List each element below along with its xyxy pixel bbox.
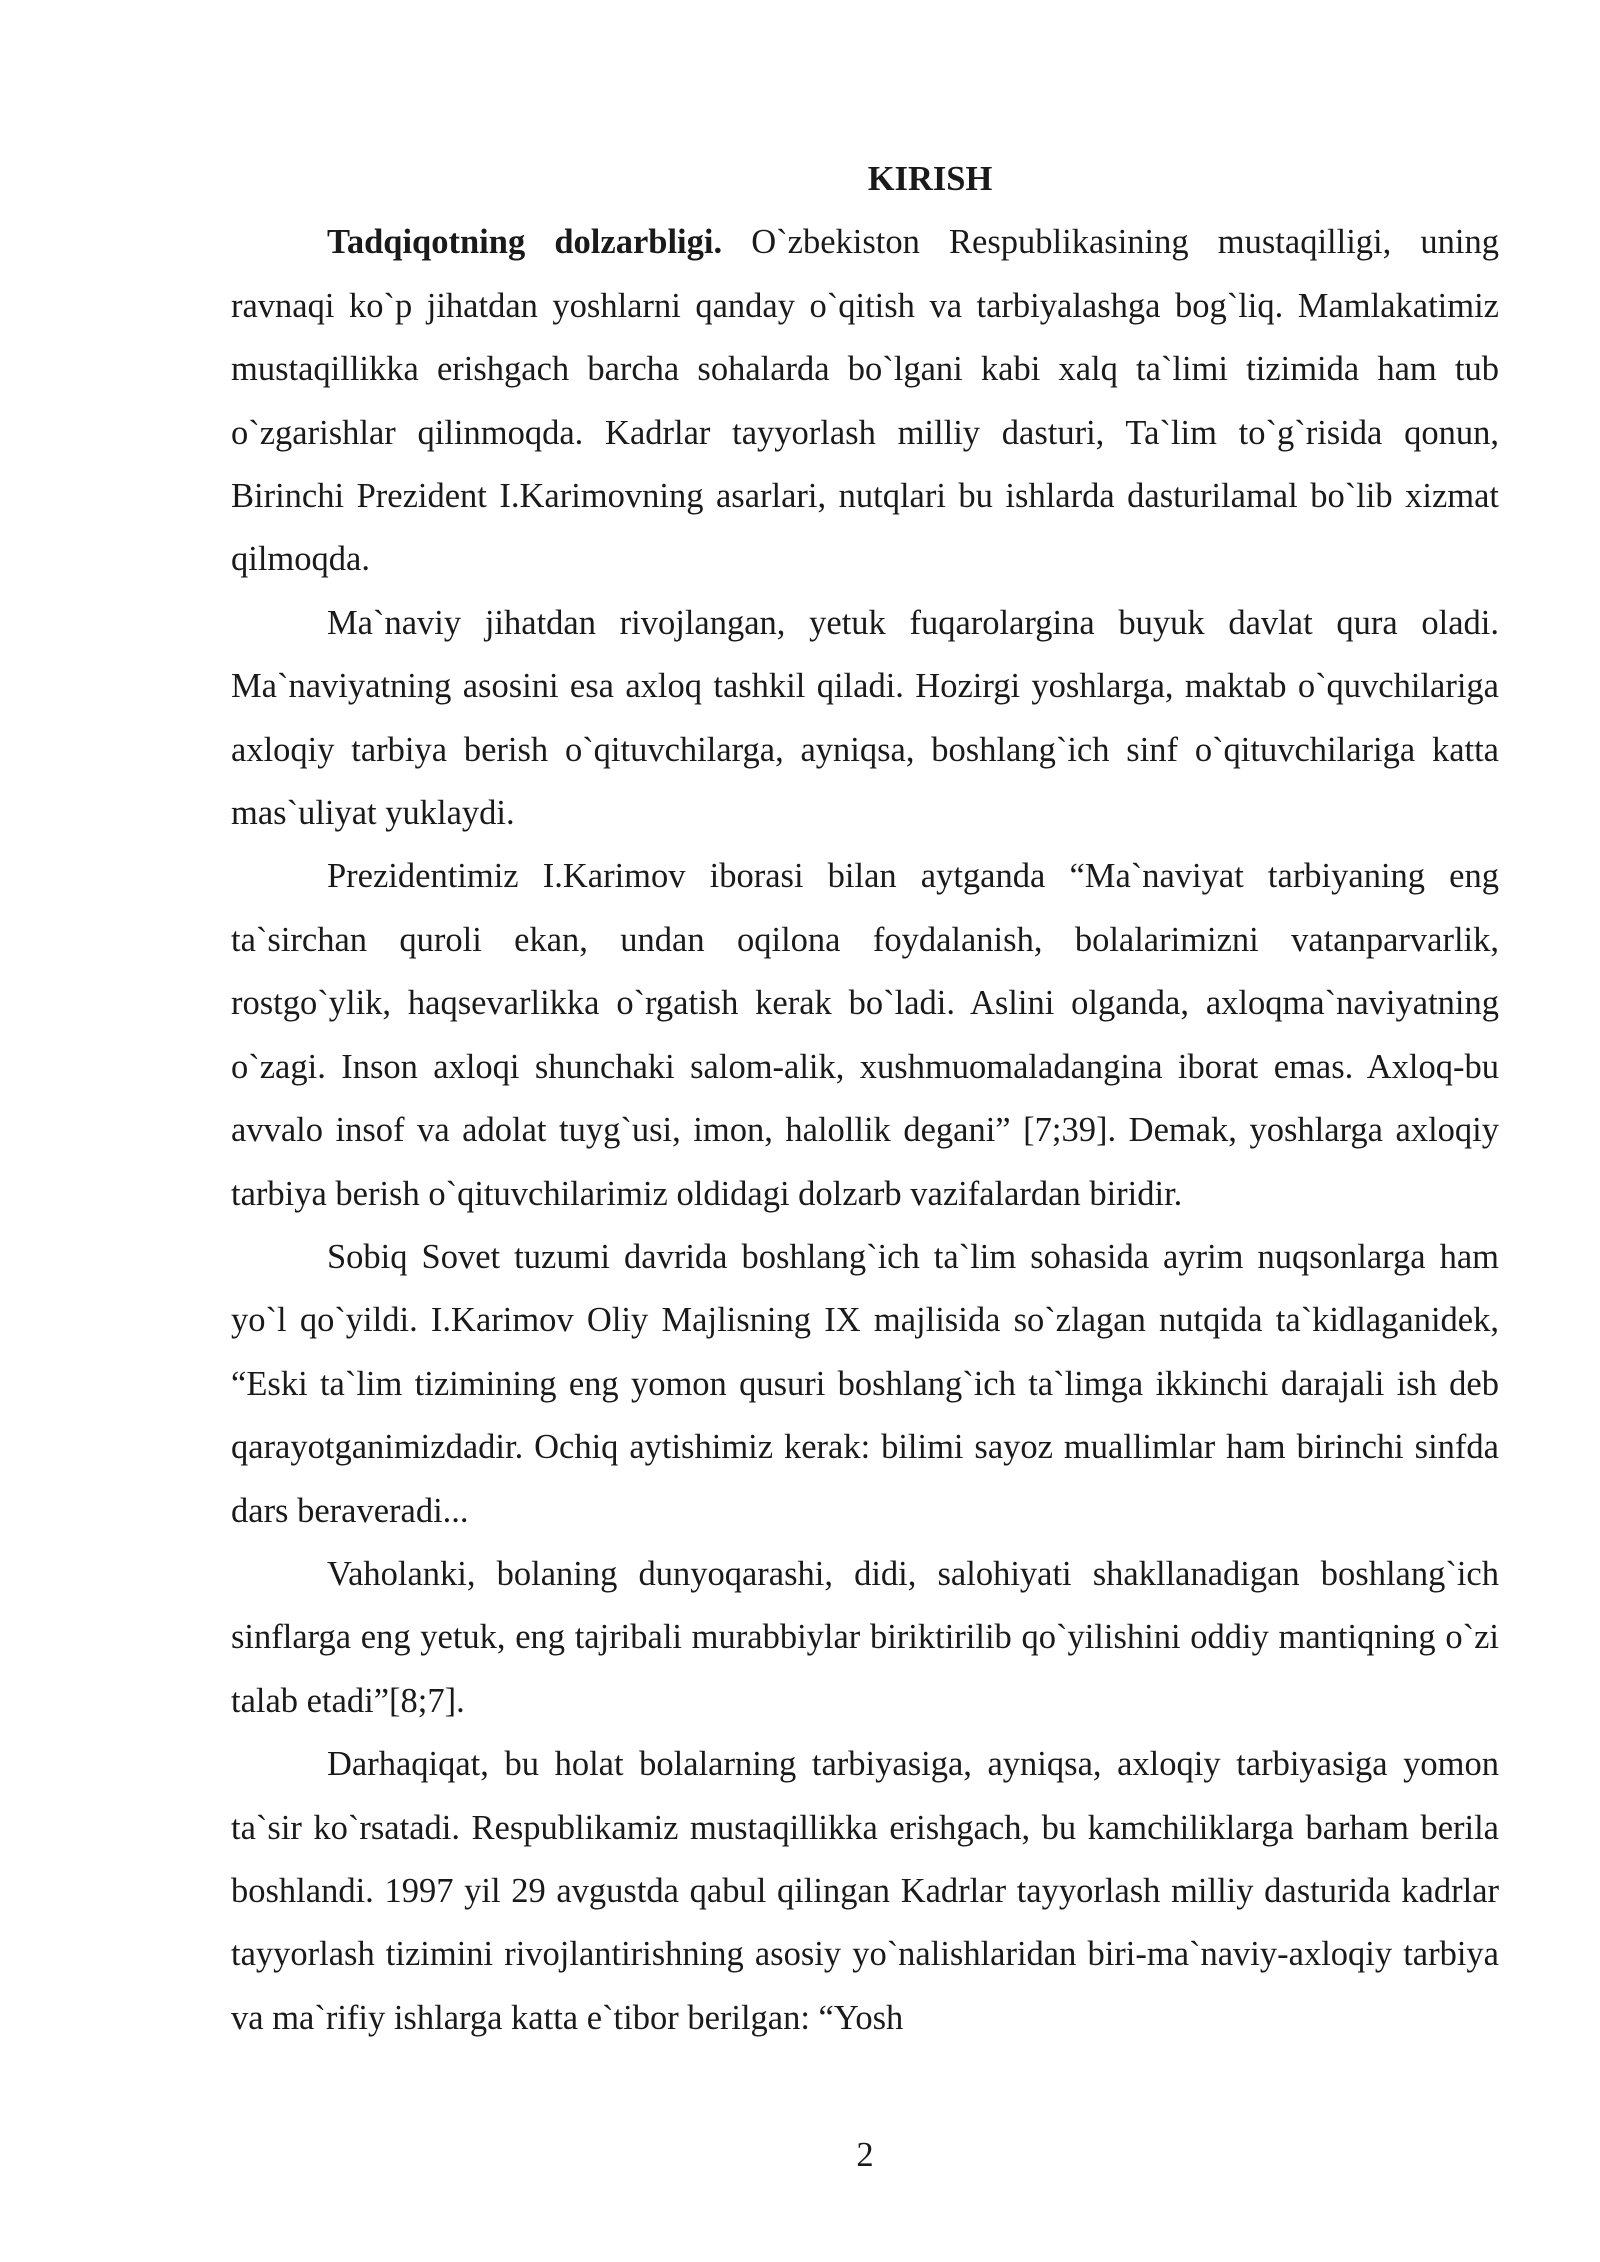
paragraph <box>231 845 1499 1225</box>
paragraph-lead: Tadqiqotning dolzarbligi. <box>327 223 723 262</box>
paragraph <box>231 1226 1499 1543</box>
paragraph <box>231 1733 1499 2050</box>
paragraph <box>231 592 1499 846</box>
paragraph-text: Vaholanki, bolaning dunyoqarashi, didi, salohiyati shakllanadigan boshlang`ich sinflarga eng yetuk, eng tajribali murabbiylar biriktirilib qo`yilishini oddiy mantiqning o`zi talab etadi”[8;7]. <box>231 1554 1499 1720</box>
paragraph <box>231 1543 1499 1733</box>
section-heading: KIRISH <box>867 160 993 198</box>
paragraph-text: Darhaqiqat, bu holat bolalarning tarbiyasiga, ayniqsa, axloqiy tarbiyasiga yomon ta`sir ko`rsatadi. Respublikamiz mustaqillikka erishgach, bu kamchiliklarga barham berila boshlandi. 1997 yil 29 avgustda qabul qilingan Kadrlar tayyorlash milliy dasturida kadrlar tayyorlash tizimini rivojlantirishning asosiy yo`nalishlaridan biri-ma`naviy-axloqiy tarbiya va ma`rifiy ishlarga katta e`tibor berilgan: “Yosh <box>231 1745 1499 2037</box>
document-body <box>231 148 1499 2050</box>
paragraph-text: O`zbekiston Respublikasining mustaqilligi, uning ravnaqi ko`p jihatdan yoshlarni qanday o`qitish va tarbiyalashga bog`liq. Mamlakatimiz mustaqillikka erishgach barcha sohalarda bo`lgani kabi xalq ta`limi tizimida ham tub o`zgarishlar qilinmoqda. Kadrlar tayyorlash milliy dasturi, Ta`lim to`g`risida qonun, Birinchi Prezident I.Karimovning asarlari, nutqlari bu ishlarda dasturilamal bo`lib xizmat qilmoqda. <box>231 223 1499 579</box>
paragraph-text: Prezidentimiz I.Karimov iborasi bilan aytganda “Ma`naviyat tarbiyaning eng ta`sirchan quroli ekan, undan oqilona foydalanish, bolalarimizni vatanparvarlik, rostgo`ylik, haqsevarlikka o`rgatish kerak bo`ladi. Aslini olganda, axloqma`naviyatning o`zagi. Inson axloqi shunchaki salom-alik, xushmuomaladangina iborat emas. Axloq-bu avvalo insof va adolat tuyg`usi, imon, halollik degani” [7;39]. Demak, yoshlarga axloqiy tarbiya berish o`qituvchilarimiz oldidagi dolzarb vazifalardan biridir. <box>231 857 1499 1213</box>
paragraph-text: Sobiq Sovet tuzumi davrida boshlang`ich ta`lim sohasida ayrim nuqsonlarga ham yo`l qo`yildi. I.Karimov Oliy Majlisning IX majlisida so`zlagan nutqida ta`kidlaganidek, “Eski ta`lim tizimining eng yomon qusuri boshlang`ich ta`limga ikkinchi darajali ish deb qarayotganimizdadir. Ochiq aytishimiz kerak: bilimi sayoz muallimlar ham birinchi sinfda dars beraveradi... <box>231 1237 1499 1530</box>
paragraph-relevance <box>231 211 1499 591</box>
page-number: 2 <box>856 2136 874 2174</box>
paragraph-text: Ma`naviy jihatdan rivojlangan, yetuk fuqarolargina buyuk davlat qura oladi. Ma`naviyatning asosini esa axloq tashkil qiladi. Hozirgi yoshlarga, maktab o`quvchilariga axloqiy tarbiya berish o`qituvchilarga, ayniqsa, boshlang`ich sinf o`qituvchilariga katta mas`uliyat yuklaydi. <box>231 603 1499 833</box>
